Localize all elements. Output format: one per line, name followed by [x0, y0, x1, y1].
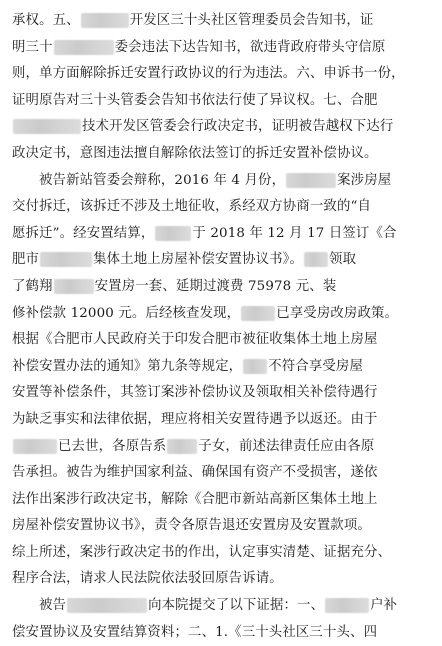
- text-line: [12, 301, 432, 328]
- text-segment: 愿拆迁”。经安置结算，: [12, 225, 155, 241]
- text-line: [12, 460, 432, 487]
- text-segment: 补偿安置办法的通知》第九条等规定，: [12, 358, 243, 374]
- document-body: [12, 8, 432, 646]
- text-line: [12, 354, 432, 381]
- text-segment: 于 2018 年 12 月 17 日签订《合: [192, 225, 397, 241]
- text-segment: 委会违法下达告知书，欲违背政府带头守信原: [114, 39, 386, 55]
- redacted-text: [304, 252, 328, 267]
- text-segment: 了鹤翔: [12, 278, 53, 294]
- redacted-text: [325, 598, 369, 613]
- text-line: [12, 380, 432, 407]
- text-line: [12, 593, 432, 620]
- text-segment: 交付拆迁，该拆迁不涉及土地征收，系经双方协商一致的“自: [12, 199, 372, 215]
- text-segment: 安置等补偿条件，其签订案涉补偿协议及领取相关补偿待遇行: [12, 385, 378, 401]
- text-line: [12, 247, 432, 274]
- text-segment: 向本院提交了以下证据：一、: [148, 598, 325, 614]
- paragraph: [12, 8, 432, 168]
- text-segment: 被告: [39, 598, 67, 614]
- text-segment: 修补偿款 12000 元。后经核查发现，: [12, 305, 241, 321]
- redacted-text: [241, 306, 275, 321]
- text-segment: 肥市: [12, 252, 40, 268]
- text-segment: 承权。五、: [12, 13, 80, 28]
- text-segment: 被告新站管委会辩称，2016 年 4 月份，: [39, 172, 286, 188]
- text-segment: 为缺乏事实和法律依据，理应将相关安置待遇予以返还。由于: [12, 411, 378, 427]
- redacted-text: [54, 279, 94, 294]
- text-line: [12, 168, 432, 195]
- text-segment: 房屋补偿安置协议书》，责令各原告退还安置房及安置款项。: [12, 518, 371, 534]
- text-line: [12, 407, 432, 434]
- text-line: [12, 566, 432, 593]
- text-line: [12, 274, 432, 301]
- text-line: [12, 487, 432, 514]
- redacted-text: [243, 359, 267, 374]
- text-segment: 根据《合肥市人民政府关于印发合肥市被征收集体土地上房屋: [12, 332, 378, 348]
- text-segment: 技术开发区管委会行政决定书，证明被告越权下达行: [82, 119, 394, 135]
- text-segment: 综上所述，案涉行政决定书的作出，认定事实清楚、证据充分、: [12, 544, 392, 560]
- text-segment: 已享受房改房政策。: [276, 305, 399, 321]
- text-segment: 不符合享受房屋: [268, 358, 363, 374]
- text-segment: 开发区三十头社区管理委员会告知书，证: [129, 13, 374, 28]
- redacted-text: [81, 13, 129, 28]
- text-line: [12, 540, 432, 567]
- text-segment: 领取: [329, 252, 357, 268]
- text-segment: 偿安置协议及安置结算资料；二、1.《三十头社区三十头、四: [12, 624, 378, 640]
- text-line: [12, 434, 432, 461]
- text-line: [12, 8, 432, 35]
- redacted-text: [167, 439, 197, 454]
- text-segment: 法作出案涉行政决定书，解除《合肥市新站高新区集体土地上: [12, 491, 378, 507]
- text-segment: 告承担。被告为维护国家利益、确保国有资产不受损害，遂依: [12, 465, 378, 481]
- text-line: [12, 221, 432, 248]
- text-segment: 集体土地上房屋补偿安置协议书》。: [93, 252, 304, 268]
- redacted-text: [54, 40, 114, 55]
- redacted-text: [13, 119, 81, 134]
- text-line: [12, 513, 432, 540]
- redacted-text: [13, 439, 57, 454]
- text-line: [12, 141, 432, 168]
- redacted-text: [155, 226, 191, 241]
- text-line: [12, 88, 432, 115]
- redacted-text: [67, 598, 147, 613]
- text-line: [12, 61, 432, 88]
- paragraph: [12, 168, 432, 594]
- text-line: [12, 35, 432, 62]
- text-segment: 已去世，各原告系: [58, 438, 167, 454]
- text-segment: 案涉房屋: [337, 172, 392, 188]
- text-segment: 户补: [370, 598, 398, 614]
- text-line: [12, 327, 432, 354]
- text-segment: 程序合法，请求人民法院依法驳回原告诉请。: [12, 571, 283, 587]
- text-line: [12, 620, 432, 646]
- text-line: [12, 194, 432, 221]
- text-segment: 政决定书，意图违法擅自解除依法签订的拆迁安置补偿协议。: [12, 145, 378, 161]
- text-segment: 则，单方面解除拆迁安置行政协议的行为违法。六、申诉书一份，: [12, 66, 405, 82]
- redacted-text: [286, 173, 336, 188]
- text-segment: 子女，前述法律责任应由各原: [198, 438, 375, 454]
- redacted-text: [40, 252, 92, 267]
- text-segment: 证明原告对三十头管委会告知书依法行使了异议权。七、合肥: [12, 92, 378, 108]
- text-line: [12, 114, 432, 141]
- text-segment: 安置房一套、延期过渡费 75978 元、装: [94, 278, 337, 294]
- paragraph: [12, 593, 432, 646]
- text-segment: 明三十: [12, 39, 53, 55]
